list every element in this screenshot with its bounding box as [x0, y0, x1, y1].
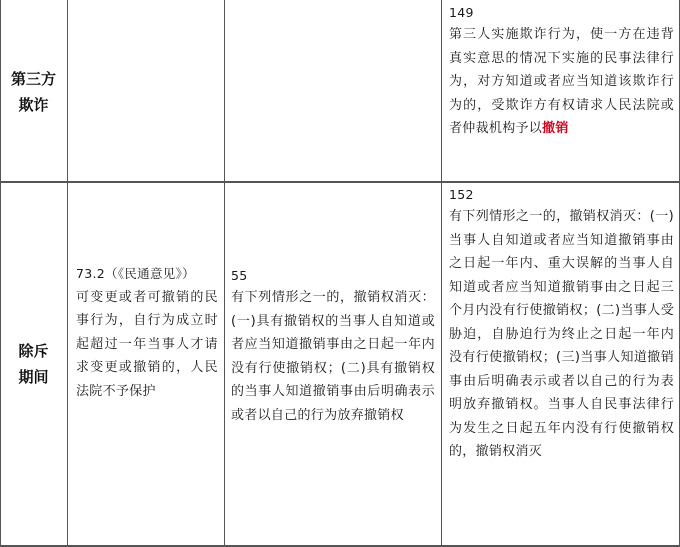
cell-civil-code-152 — [449, 184, 674, 464]
column-divider — [67, 0, 68, 547]
article-text: 有下列情形之一的，撤销权消灭：(一)具有撤销权的当事人自知道或者应当知道撤销事由之日起一年内没有行使撤销权；(二)具有撤销权的当事人知道撤销事由后明确表示或者以自己的行为放弃撤销权 — [231, 290, 435, 423]
row-header-line: 除斥 — [18, 342, 49, 360]
article-number: 149 — [449, 5, 474, 20]
article-number: 55 — [231, 268, 248, 283]
cell-opinion-73-2 — [76, 262, 218, 403]
highlight-text: 撤销 — [542, 121, 569, 136]
row-header-third-party-fraud — [0, 66, 67, 118]
cell-general-principles-55 — [231, 265, 435, 427]
row-divider — [0, 181, 680, 183]
row-header-line: 第三方 — [10, 70, 56, 88]
cell-civil-code-149 — [449, 2, 674, 141]
article-text: 可变更或者可撤销的民事行为，自行为成立时起超过一年当事人才请求变更或撤销的，人民法院不予保护 — [76, 289, 218, 399]
column-divider — [441, 0, 442, 547]
article-text: 第三人实施欺诈行为，使一方在违背真实意思的情况下实施的民事法律行为，对方知道或者应当知道该欺诈行为的，受欺诈方有权请求人民法院或者仲裁机构予以 — [449, 27, 674, 136]
article-number: 73.2（《民通意见》） — [76, 266, 195, 281]
article-number: 152 — [449, 187, 474, 202]
row-header-limitation-period — [0, 338, 67, 390]
column-divider — [224, 0, 225, 547]
row-header-line: 欺诈 — [18, 96, 49, 114]
row-header-line: 期间 — [18, 368, 49, 386]
article-text: 有下列情形之一的，撤销权消灭：(一)当事人自知道或者应当知道撤销事由之日起一年内、重大误解的当事人自知道或者应当知道撤销事由之日起三个月内没有行使撤销权；(二)当事人受胁迫，自胁迫行为终止之日起一年内没有行使撤销权；(三)当事人知道撤销事由后明确表示或者以自己的行为表明放弃撤销权。当事人自民事法律行为发生之日起五年内没有行使撤销权的，撤销权消灭 — [449, 209, 674, 459]
